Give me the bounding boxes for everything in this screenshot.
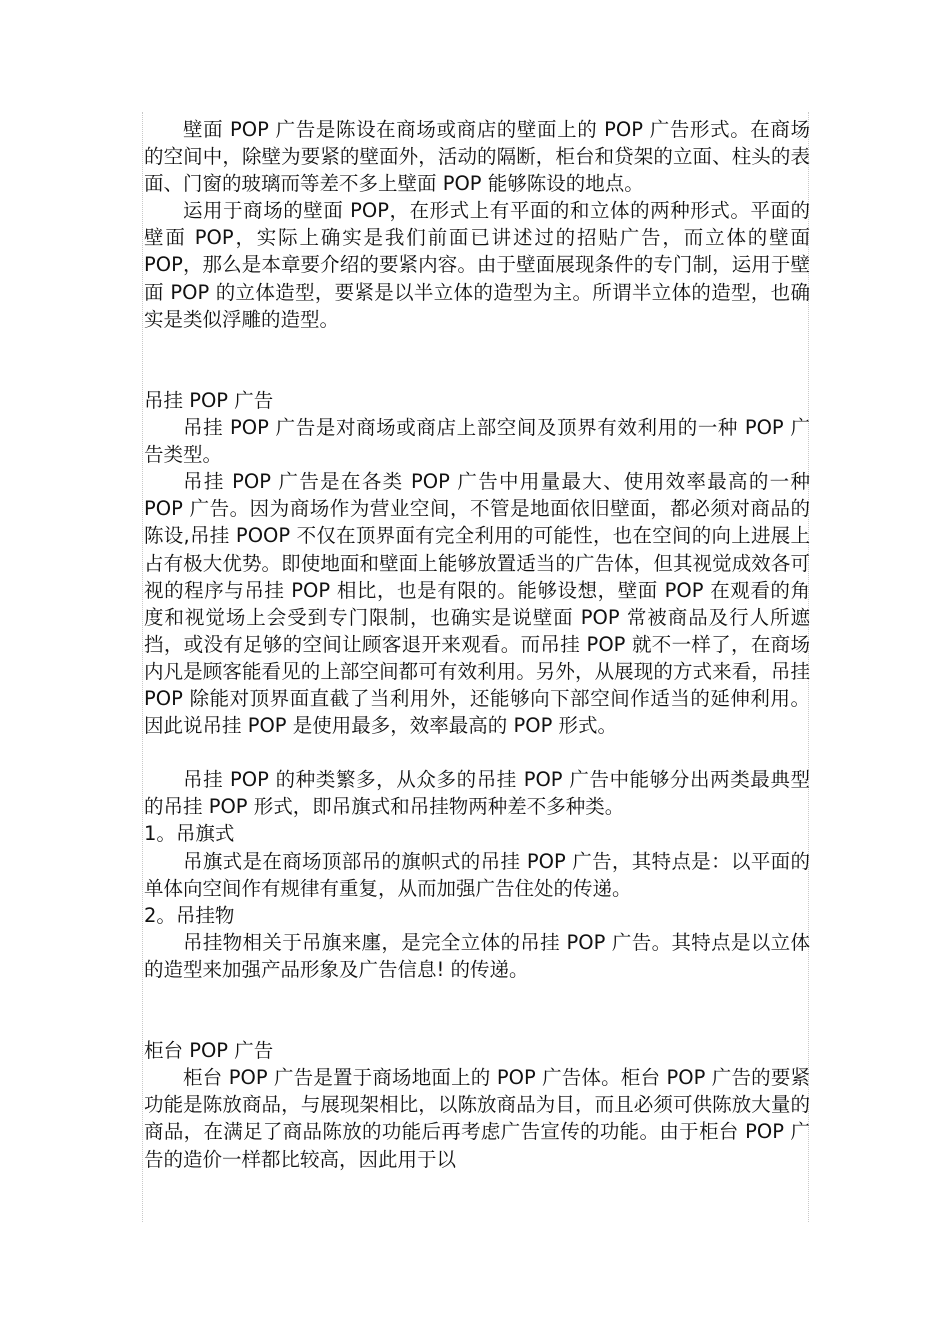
- heading-counter-pop: 柜台 POP 广告: [144, 1039, 274, 1063]
- paragraph-counter-pop: 柜台 POP 广告是置于商场地面上的 POP 广告体。柜台 POP 广告的要紧功能是陈放商品，与展现架相比，以陈放商品为目，而且必须可供陈放大量的商品，在满足了商品陈放的功能后再考虑广告宣传的功能。由于柜台 POP 广告的造价一样都比较高，因此用于以: [144, 1066, 810, 1171]
- document-body: [144, 116, 810, 1173]
- paragraph-hanging-pop-types: 吊挂 POP 的种类繁多，从众多的吊挂 POP 广告中能够分出两类最典型的吊挂 POP 形式，即吊旗式和吊挂物两种差不多种类。: [144, 768, 810, 819]
- paragraph-wall-pop-forms: 运用于商场的壁面 POP，在形式上有平面的和立体的两种形式。平面的壁面 POP，实际上确实是我们前面已讲述过的招贴广告，而立体的壁面 POP，那么是本章要介绍的要紧内容。由于壁面展现条件的专门制，运用于壁面 POP 的立体造型，要紧是以半立体的造型为主。所谓半立体的造型，也确实是类似浮雕的造型。: [144, 199, 810, 331]
- spacer: [144, 983, 810, 1037]
- spacer: [144, 333, 810, 387]
- list-item-label-banner: 1。吊旗式: [144, 822, 235, 846]
- paragraph-wall-pop-intro: 壁面 POP 广告是陈设在商场或商店的壁面上的 POP 广告形式。在商场的空间中，除壁为要紧的壁面外，活动的隔断，柜台和贷架的立面、柱头的表面、门窗的玻璃而等差不多上壁面 POP 能够陈设的地点。: [144, 118, 810, 196]
- paragraph-hanging-pop-usage: 吊挂 POP 广告是在各类 POP 广告中用量最大、使用效率最高的一种 POP 广告。因为商场作为营业空间，不管是地面依旧壁面，都必须对商品的陈设,吊挂 POOP 不仅在顶界面有完全利用的可能性，也在空间的向上进展上占有极大优势。即使地面和壁面上能够放置适当的广告体，但其视觉成效各可视的程序与吊挂 POP 相比，也是有限的。能够设想，壁面 POP 在观看的角度和视觉场上会受到专门限制，也确实是说壁面 POP 常被商品及行人所遮挡，或没有足够的空间让顾客退开来观看。而吊挂 POP 就不一样了，在商场内凡是顾客能看见的上部空间都可有效利用。另外，从展现的方式来看，吊挂 POP 除能对顶界面直截了当利用外，还能够向下部空间作适当的延伸利用。因此说吊挂 POP 是使用最多，效率最高的 POP 形式。: [144, 470, 810, 738]
- left-margin-guide: [142, 112, 143, 1222]
- paragraph-hanging-pop-definition: 吊挂 POP 广告是对商场或商店上部空间及顶界有效利用的一种 POP 广告类型。: [144, 416, 810, 467]
- list-item-text-hanging-object: 吊挂物相关于吊旗来廛，是完全立体的吊挂 POP 广告。其特点是以立体的造型来加强产品形象及广告信息! 的传递。: [144, 930, 810, 981]
- heading-hanging-pop: 吊挂 POP 广告: [144, 388, 274, 412]
- list-item-text-banner: 吊旗式是在商场顶部吊的旗帜式的吊挂 POP 广告，其特点是：以平面的单体向空间作有规律有重复，从而加强广告住处的传递。: [144, 849, 810, 900]
- spacer: [144, 739, 810, 766]
- list-item-label-hanging-object: 2。吊挂物: [144, 903, 235, 927]
